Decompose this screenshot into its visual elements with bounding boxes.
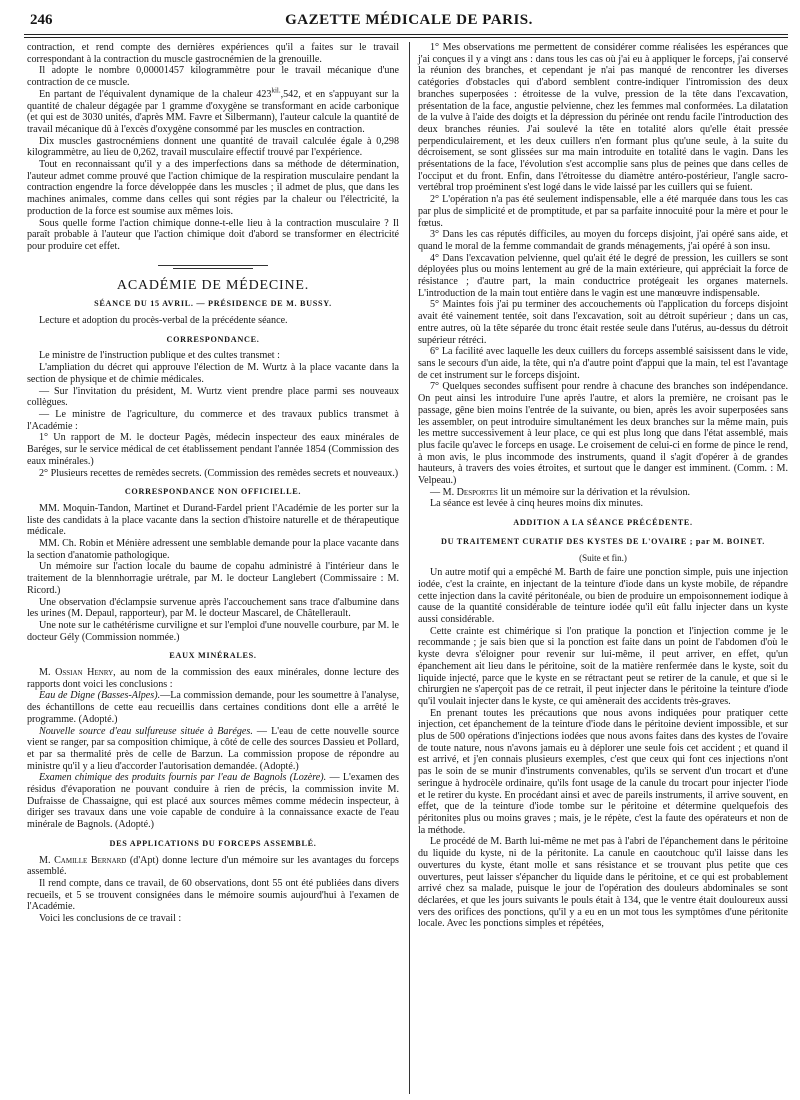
- paragraph: — Sur l'invitation du président, M. Wurtz vient prendre place parmi ses nouveaux collègues.: [27, 385, 399, 409]
- paragraph: Tout en reconnaissant qu'il y a des imperfections dans sa méthode de détermination, l'auteur admet comme prouvé que l'action chimique de la respiration musculaire pendant la contraction engendre la force développée dans les muscles ; il admet de plus, que dans les machines animales, comme dans celles qui sont régies par la chaleur ou l'électricité, la production de la force est soumise aux mêmes lois.: [27, 159, 399, 217]
- suite-note: (Suite et fin.): [579, 552, 627, 563]
- author-name: — M. Desportes: [430, 486, 498, 498]
- author-name: M. Camille Bernard: [39, 854, 127, 866]
- text-run: En partant de l'équivalent dynamique de la chaleur 423: [39, 88, 272, 100]
- correspondance-non-officielle-heading: CORRESPONDANCE NON OFFICIELLE.: [124, 487, 302, 497]
- text-run: , au nom de la commission des eaux minérales, donne lecture des rapports dont voici les conclusions :: [27, 667, 399, 690]
- paragraph: Il adopte le nombre 0,00001457 kilogrammètre pour le travail mécanique d'une contraction de ce muscle.: [27, 65, 399, 89]
- header-rule: [24, 34, 788, 35]
- academie-heading: ACADÉMIE DE MÉDECINE.: [116, 277, 310, 293]
- addition-heading: ADDITION A LA SÉANCE PRÉCÉDENTE.: [513, 518, 693, 528]
- left-column: [27, 42, 399, 925]
- paragraph: [27, 690, 399, 725]
- forceps-heading: DES APPLICATIONS DU FORCEPS ASSEMBLÉ.: [109, 838, 317, 848]
- paragraph: Un autre motif qui a empêché M. Barth de faire une ponction simple, puis une injection iodée, c'est la crainte, en injectant de la teinture d'iode dans un kyste mobile, de répandre cette injection dans la cavité péritonéale, ou bien de produire un empoisonnement iodique à cause de la quantité considérable de teinture iodée qu'il eût fallu injecter dans un kyste aussi considérable.: [418, 567, 788, 626]
- page-header: [30, 10, 788, 34]
- right-column: [418, 42, 788, 930]
- text-run: (d'Apt) donne lecture d'un mémoire sur les avantages du forceps assemblé.: [27, 854, 399, 878]
- text-run: — L'examen des résidus d'évaporation ne pouvant conduire à rien de précis, la commission invite M. Dufraisse de Chassaigne, qui est placé aux sources mêmes comme médecin inspecteur, à diriger ses travaux dans une voie capable de conduire à la connaissance exacte de l'eau minérale de Bagnols. (Adopté.): [27, 772, 400, 831]
- paragraph: La séance est levée à cinq heures moins dix minutes.: [430, 498, 644, 510]
- seance-heading: SÉANCE DU 15 AVRIL. — PRÉSIDENCE DE M. BUSSY.: [94, 299, 332, 309]
- correspondance-heading: CORRESPONDANCE.: [166, 334, 260, 344]
- section-rule-thin: [173, 268, 253, 269]
- paragraph: Dix muscles gastrocnémiens donnent une quantité de travail calculée égale à 0,298 kilogrammètre, au lieu de 0,262, travail musculaire effectif trouvé par l'expérience.: [27, 135, 399, 159]
- paragraph: Voici les conclusions de ce travail :: [39, 913, 182, 925]
- paragraph: Une observation d'éclampsie survenue après l'accouchement sans trace d'albumine dans les urines (M. Depaul, rapporteur), par M. le docteur Mascarel, de Châtellerault.: [27, 596, 399, 620]
- kystes-heading: DU TRAITEMENT CURATIF DES KYSTES DE L'OVAIRE ; par M. BOINET.: [440, 536, 765, 546]
- paragraph: En prenant toutes les précautions que nous avons indiquées pour pratiquer cette injection, cet épanchement de la teinture d'iode dans le péritoine devient impossible, et sur plus de 500 opérations d'injections iodées que nous avons faites dans des kystes de l'ovaire de toute nature, nous n'avons jamais eu à déplorer une seule fois cet accident ; et quand il est arrivé, et j'en connais plusieurs exemples, c'est que ceux qui font ces injections n'ont pas le soin de se munir d'instruments convenables, qu'ils se servent d'un trocart et d'une seringue à hydrocèle ordinaire, qu'ils font usage de la canule du trocart pour injecter l'iode et le retirer du kyste. En procédant ainsi et avec de pareils instruments, il arrive souvent, en effet, que de la teinture d'iode tombe sur le péritoine et détermine quelquefois des péritonites plus ou moins graves ; mais, je le répète, c'est la faute des opérateurs et non de la méthode.: [418, 707, 788, 836]
- section-rule: [158, 265, 268, 266]
- author-name: M. Ossian Henry: [39, 667, 114, 679]
- page-number: 246: [30, 12, 53, 28]
- paragraph: 6° La facilité avec laquelle les deux cuillers du forceps assemblé saisissent dans le vide, sans le secours d'un aide, la tête, qui n'a d'autre point d'appui que la main, tel est l'avantage de cet instrument sur le forceps disjoint.: [418, 346, 788, 381]
- paragraph: Le ministre de l'instruction publique et des cultes transmet :: [39, 350, 280, 362]
- italic-run: Examen chimique des produits fournis par l'eau de Bagnols (Lozère).: [39, 772, 327, 784]
- paragraph: Sous quelle forme l'action chimique donne-t-elle lieu à la contraction musculaire ? Il paraît probable à l'auteur que l'action chimique doit d'abord se transformer en électricité pour produire cet effet.: [27, 217, 399, 252]
- paragraph: [27, 86, 400, 136]
- paragraph: 4° Dans l'excavation pelvienne, quel qu'ait été le degré de pression, les cuillers se sont déployées plus ou moins lentement au gré de la main extérieure, qui appréciait la force de résistance ; d'autre part, la main conductrice protégeait les organes maternels. L'introduction de la main tout entière dans le vagin est une manœuvre indispensable.: [418, 252, 788, 299]
- eaux-minerales-heading: EAUX MINÉRALES.: [169, 651, 257, 661]
- paragraph: Un mémoire sur l'action locale du baume de copahu administré à l'intérieur dans le traitement de la blennhorragie urétrale, par M. le docteur Langlebert (Commissaire : M. Ricord.): [27, 561, 399, 596]
- paragraph: Le procédé de M. Barth lui-même ne met pas à l'abri de l'épanchement dans le péritoine du liquide du kyste, ni de la péritonite. La canule en caoutchouc qu'il laisse dans les ouvertures du kyste, étant molle et sans résistance et se trouvant plus petite que ces ouvertures, peut laisser s'épancher du liquide dans le péritoine, et ce qui est probablement arrivé chez sa malade, puisque le jour de l'opération des douleurs abdominales se sont déclarées, et que les jours suivants le pouls était à 134, que le ventre était douloureux aussi vers des orifices des ponctions, qu'il y a eu en un mot tous les symptômes d'une péritonite locale. Avec les ponctions simples et répétées,: [418, 836, 788, 930]
- italic-run: Eau de Digne (Basses-Alpes).: [39, 690, 161, 702]
- text-run: lit un mémoire sur la dérivation et la révulsion.: [497, 486, 691, 498]
- paragraph: Cette crainte est chimérique si l'on pratique la ponction et l'injection comme je le recommande ; je sais bien que si la ponction est faite dans un point de l'abdomen d'où le kyste devra s'éloigner pour revenir sur lui-même, il peut arriver, en effet, qu'un épanchement ait lieu dans le péritoine, soit de la matière renfermée dans le kyste, soit du liquide injecté, parce que le kyste en se rétractant peut se retirer de la canule, et que si le chirurgien ne s'aperçoit pas de ce retrait, il peut injecter dans le péritoine la teinture d'iode qu'il voulait injecter dans le kyste, ce qui amènerait des accidents très-graves.: [418, 625, 788, 707]
- paragraph: contraction, et rend compte des dernières expériences qu'il a faites sur le travail correspondant à la contraction du muscle gastrocnémien de la grenouille.: [27, 42, 399, 65]
- paragraph: [27, 667, 399, 690]
- paragraph: 7° Quelques secondes suffisent pour rendre à chacune des branches son indépendance. On peut ainsi les introduire l'une après l'autre, et alors la première, ne croisant pas le passage, gêne bien moins l'entrée de la suivante, ou bien, après les avoir superposées sans les assembler, on peut introduire simultanément les deux branches sur la même main, puis les mettre successivement à leur place, ce qui est plus long que dans l'état assemblé, mais plus facile qu'avec le forceps en usage. Le croisement de celui-ci en forme de pince le rend, à mon avis, le plus incommode des instruments, quand il s'agit d'opérer à de grandes hauteurs, à travers des voies étroites, et surtout que le danger est imminent. (Comm. : M. Velpeau.): [418, 381, 788, 487]
- paragraph: L'ampliation du décret qui approuve l'élection de M. Wurtz à la place vacante dans la section de physique et de chimie médicales.: [27, 362, 399, 385]
- superscript: kil.: [271, 86, 281, 95]
- paragraph: [27, 772, 399, 831]
- paragraph: [418, 487, 788, 499]
- paragraph: [27, 855, 399, 878]
- paragraph: 3° Dans les cas réputés difficiles, au moyen du forceps disjoint, j'ai opéré sans aide, et quand le moral de la femme commandait de grands ménagements, j'ai opéré à son insu.: [418, 229, 788, 252]
- paragraph: Il rend compte, dans ce travail, de 60 observations, dont 55 ont été publiées dans divers recueils, et 5 se trouvent consignées dans le mémoire soumis aujourd'hui à l'examen de l'Académie.: [27, 878, 399, 913]
- paragraph: 2° Plusieurs recettes de remèdes secrets. (Commission des remèdes secrets et nouveaux.): [39, 467, 399, 479]
- paragraph: Lecture et adoption du procès-verbal de la précédente séance.: [39, 315, 288, 327]
- paragraph: 2° L'opération n'a pas été seulement indispensable, elle a été marquée dans tous les cas par plus de simplicité et de promptitude, et par sa parfaite innocuité pour la mère et pour le fœtus.: [418, 194, 788, 229]
- italic-run: Nouvelle source d'eau sulfureuse située à Baréges.: [39, 725, 253, 737]
- running-title: GAZETTE MÉDICALE DE PARIS.: [285, 12, 533, 28]
- paragraph: 1° Mes observations me permettent de considérer comme réalisées les espérances que j'ai conçues il y a vingt ans : dans tous les cas où j'ai eu à appliquer le forceps, j'ai conservé la réunion des branches, et cependant je n'ai pas manqué de rencontrer les diverses catégories d'obstacles qui d'abord semblent contre-indiquer l'intromission des deux branches superposées : étroitesse de la vulve, pression de la tête dans l'excavation, présentation de la face, angustie pelvienne, chez les femmes mal conformées. La dilatation de la vulve à l'aide des doigts et la dépression du périnée ont rendu facile l'introduction des deux branches réunies. J'ai soulevé la tête en totalité alors qu'elle était pressée perpendiculairement, et les deux cuillers n'en formant plus qu'une seule, à la suite du décroisement, se sont glissées sur ma main introduite en totalité dans le vagin. Dans les présentations de la face, l'évolution s'est accomplie sans plus de peines que dans celles de l'occiput et du front. Enfin, dans l'étroitesse du diamètre antéro-postérieur, l'angle sacro-vertébral trop proéminent s'est logé dans le vide laissé par les cuillers qui se fuient.: [418, 42, 788, 194]
- text-run: —La commission demande, pour les soumettre à l'analyse, des échantillons de cette eau recueillis dans certaines conditions dont elle a arrêté le programme. (Adopté.): [27, 690, 399, 725]
- paragraph: — Le ministre de l'agriculture, du commerce et des travaux publics transmet à l'Académie :: [27, 408, 399, 432]
- paragraph: Une note sur le cathétérisme curviligne et sur l'emploi d'une nouvelle courbure, par M. le docteur Gély (Commission nommée.): [27, 619, 399, 643]
- paragraph: 5° Maintes fois j'ai pu terminer des accouchements où l'application du forceps disjoint avait été vainement tentée, soit dans l'excavation, soit au détroit supérieur ; dans un cas, entre autres, où la tête séparée du tronc était restée seule dans l'utérus, au-dessus du détroit supérieur rétréci.: [418, 299, 788, 346]
- paragraph: 1° Un rapport de M. le docteur Pagès, médecin inspecteur des eaux minérales de Baréges, sur le service médical de cet établissement pendant l'année 1854 (Commission des eaux minérales.): [27, 432, 399, 467]
- paragraph: MM. Ch. Robin et Ménière adressent une semblable demande pour la place vacante dans la section d'anatomie pathologique.: [27, 538, 399, 561]
- paragraph: MM. Moquin-Tandon, Martinet et Durand-Fardel prient l'Académie de les porter sur la liste des candidats à la place vacante dans la section d'histoire naturelle et de thérapeutique médicale.: [27, 502, 399, 538]
- paragraph: [27, 726, 399, 773]
- column-divider: [409, 42, 410, 1094]
- text-run: — L'eau de cette nouvelle source vient se ranger, par sa composition chimique, à côté de celle des sources Dassieu et Pollard, et par sa thermalité près de celle de Barzun. La commission propose de répondre au ministre qu'il y a lieu d'accorder l'autorisation demandée. (Adopté.): [27, 725, 400, 772]
- header-rule-double: [24, 37, 788, 38]
- text-run: ,542, et en s'appuyant sur la quantité de chaleur dégagée par 1 gramme d'oxygène se transformant en acide carbonique (et qui est de 3030 unités, d'après MM. Favre et Silbermann), l'auteur calcule la quantité de travail mécanique dû à l'excès d'oxygène consommé par les muscles en contraction.: [27, 88, 400, 135]
